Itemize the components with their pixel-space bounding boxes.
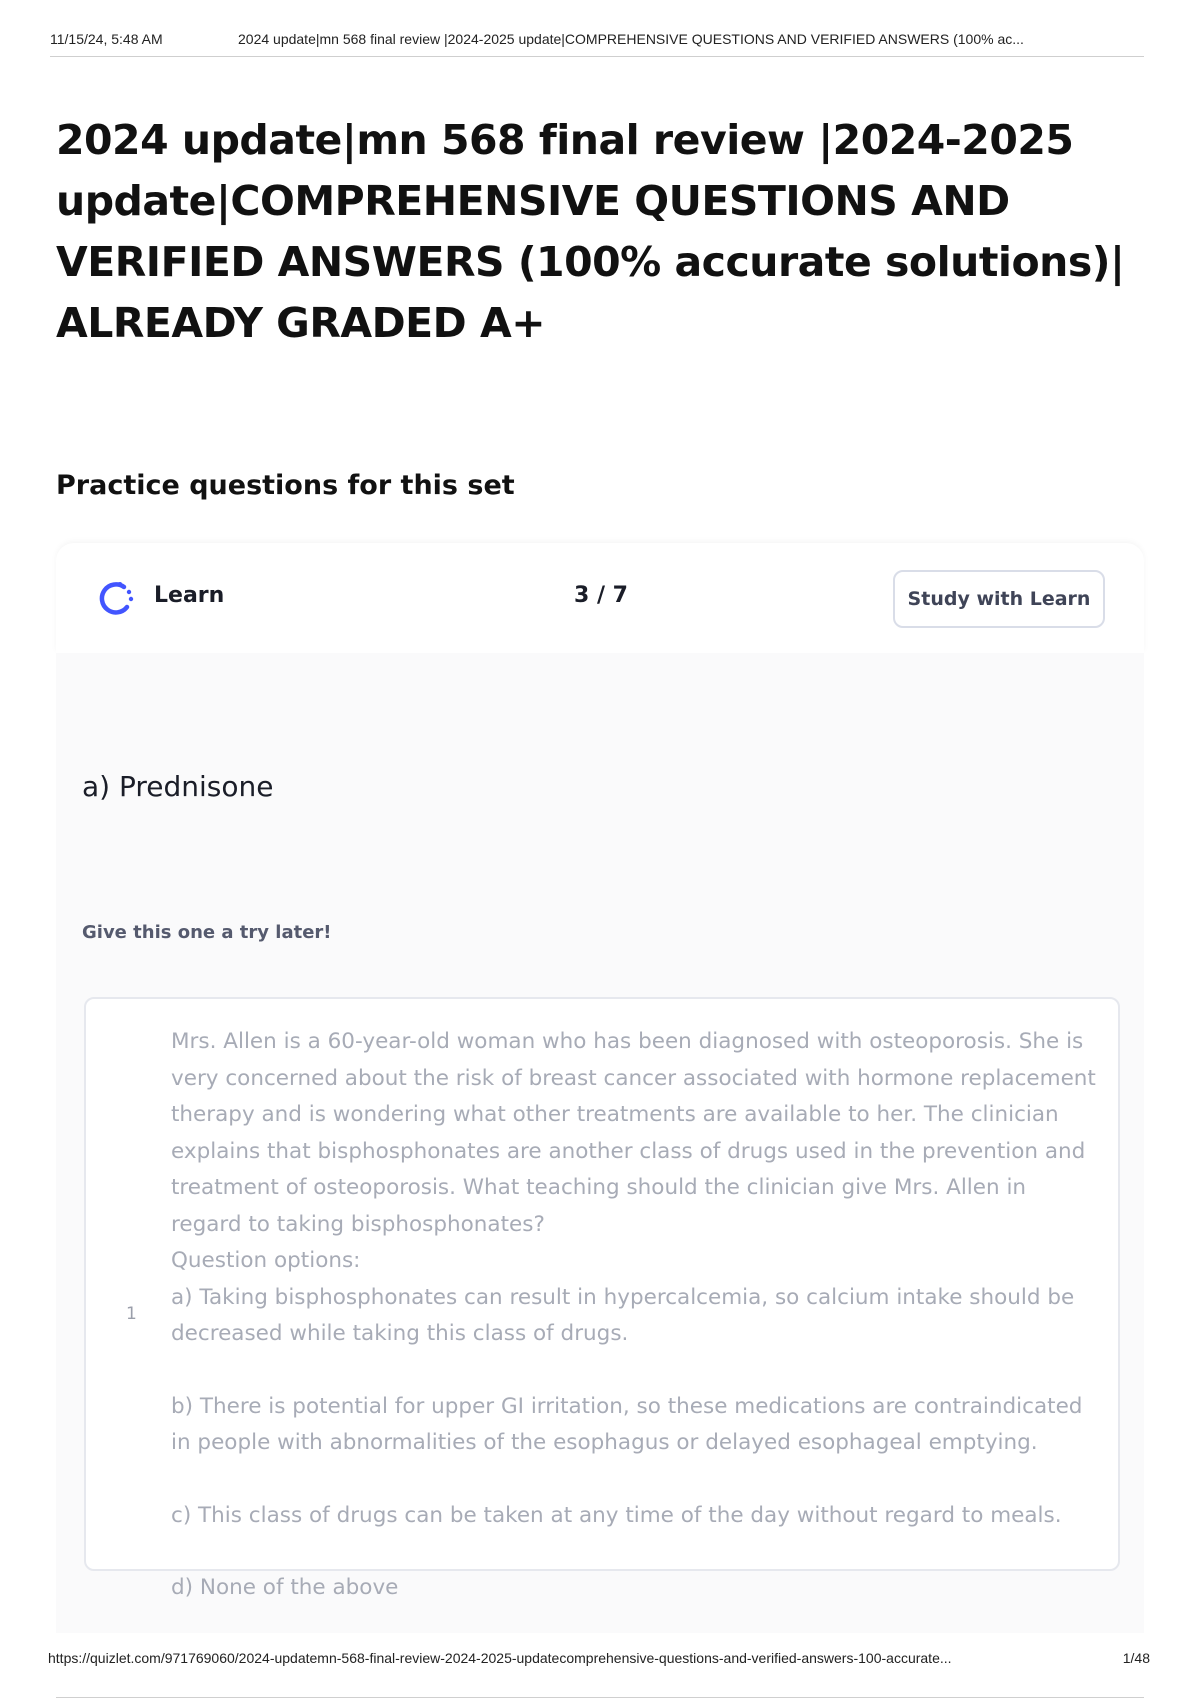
page-title: 2024 update|mn 568 final review |2024-2025 update|COMPREHENSIVE QUESTIONS AND VERIFIED ANSWERS (100% accurate solutions)| ALREADY GRADED A+ [56, 116, 1125, 347]
question-options-label: Question options: [171, 1248, 361, 1273]
question-stem: Mrs. Allen is a 60-year-old woman who has been diagnosed with osteoporosis. She is very concerned about the risk of breast cancer associated with hormone replacement therapy and is wondering what other treatments are available to her. The clinician explains that bisphosphonates are another class of drugs used in the prevention and treatment of osteoporosis. What teaching should the clinician give Mrs. Allen in regard to taking bisphosphonates? [171, 1029, 1096, 1237]
print-datetime: 11/15/24, 5:48 AM [50, 31, 163, 47]
try-later-message: Give this one a try later! [82, 922, 332, 943]
flashcard [56, 653, 1144, 1633]
print-url: https://quizlet.com/971769060/2024-updatemn-568-final-review-2024-2025-updatecomprehensive-questions-and-verified-answers-100-accurate... [48, 1650, 952, 1666]
footer-divider [56, 1697, 1144, 1698]
answer-text: a) Prednisone [82, 770, 274, 803]
print-header-title: 2024 update|mn 568 final review |2024-2025 update|COMPREHENSIVE QUESTIONS AND VERIFIED ANSWERS (100% ac... [238, 31, 1024, 47]
option-a: a) Taking bisphosphonates can result in hypercalcemia, so calcium intake should be decreased while taking this class of drugs. [171, 1284, 1075, 1346]
learn-spinner-icon [96, 578, 136, 618]
print-page-number: 1/48 [1122, 1650, 1150, 1666]
study-with-learn-button[interactable]: Study with Learn [893, 570, 1105, 628]
section-title: Practice questions for this set [56, 470, 515, 501]
option-number: 1 [126, 1304, 137, 1324]
question-text [171, 1024, 1096, 1607]
print-header [50, 28, 1144, 57]
option-d: d) None of the above [171, 1575, 399, 1600]
learn-bar [56, 543, 1144, 653]
option-c: c) This class of drugs can be taken at any time of the day without regard to meals. [171, 1502, 1062, 1528]
option-b: b) There is potential for upper GI irritation, so these medications are contraindicated in people with abnormalities of the esophagus or delayed esophageal emptying. [171, 1393, 1083, 1455]
progress-count: 3 / 7 [574, 583, 628, 608]
question-option[interactable] [84, 997, 1120, 1600]
learn-label: Learn [154, 583, 225, 608]
